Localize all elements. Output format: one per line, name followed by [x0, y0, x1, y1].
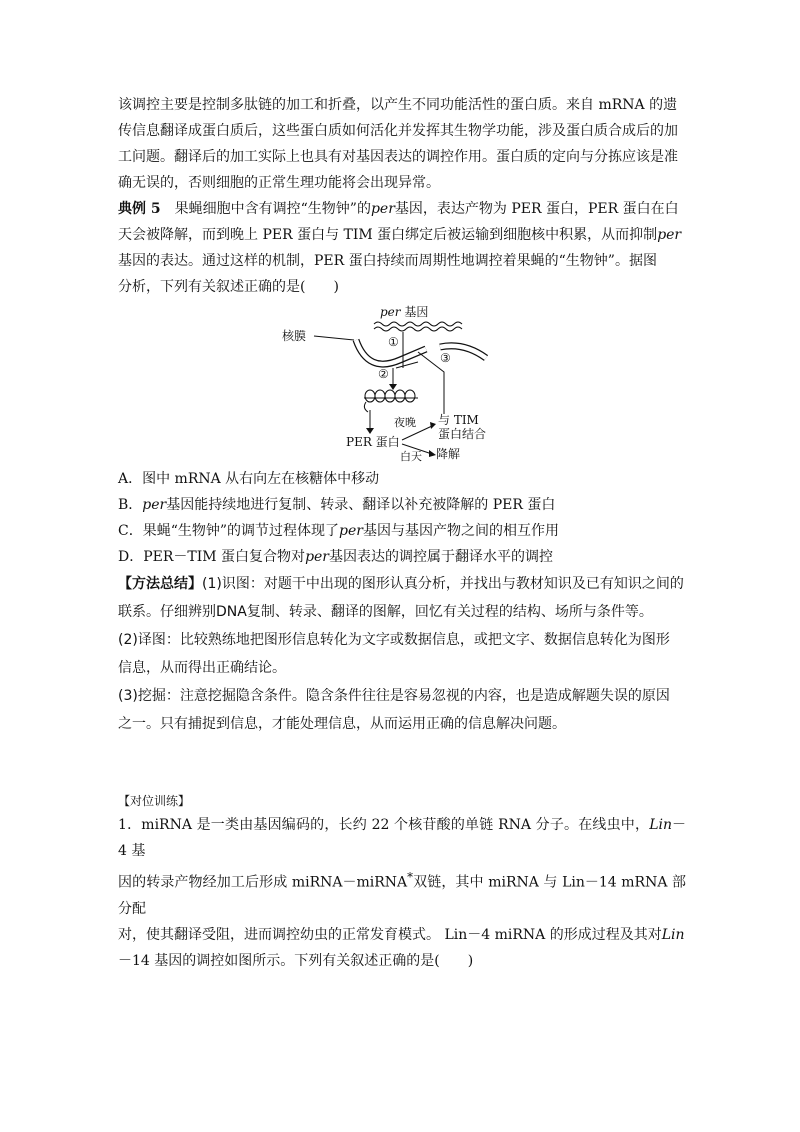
- question-1-line-3: 对，使其翻译受阻，进而调控幼虫的正常发育模式。 Lin－4 miRNA 的形成过程及其对Lin: [118, 926, 685, 943]
- step-3-label: ③: [440, 351, 451, 365]
- method-line-5: (3)挖掘：注意挖掘隐含条件。隐含条件往往是容易忽视的内容，也是造成解题失误的原因: [118, 688, 670, 704]
- intro-line-2: 传信息翻译成蛋白质后，这些蛋白质如何活化并发挥其生物学功能，涉及蛋白质合成后的加: [118, 123, 678, 139]
- day-label: 白天: [400, 450, 422, 462]
- method-line-1: 【方法总结】(1)识图：对题干中出现的图形认真分析，并找出与教材知识及已有知识之间的: [118, 576, 684, 592]
- night-label: 夜晚: [394, 416, 416, 429]
- option-b: B．per基因能持续地进行复制、转录、翻译以补充被降解的 PER 蛋白: [118, 497, 556, 513]
- example-label: 典例 5: [118, 201, 161, 217]
- question-1-line-2: 因的转录产物经加工后形成 miRNA－miRNA*双链，其中 miRNA 与 Lin－14 mRNA 部分配: [118, 870, 686, 917]
- method-line-6: 之一。只有捕捉到信息，才能处理信息，从而运用正确的信息解决问题。: [118, 716, 566, 732]
- question-1-line-1: 1．miRNA 是一类由基因编码的，长约 22 个核苷酸的单链 RNA 分子。在线虫中，Lin－4 基: [118, 817, 686, 859]
- degrade-label: 降解: [436, 447, 461, 461]
- intro-line-3: 工问题。翻译后的加工实际上也具有对基因表达的调控作用。蛋白质的定向与分拣应该是准: [118, 149, 678, 165]
- option-d: D．PER－TIM 蛋白复合物对per基因表达的调控属于翻译水平的调控: [118, 549, 554, 565]
- nuclear-membrane-label: 核膜: [282, 329, 307, 343]
- option-a: A．图中 mRNA 从右向左在核糖体中移动: [118, 471, 380, 487]
- training-heading: 【对位训练】: [118, 794, 191, 808]
- step-1-label: ①: [388, 335, 399, 349]
- dna-strand-bottom: [374, 327, 462, 331]
- step-2-label: ②: [378, 367, 389, 381]
- tim-binding-label-2: 蛋白结合: [438, 427, 487, 441]
- tim-binding-label-1: 与 TIM: [438, 413, 479, 427]
- per-gene-label: per 基因: [380, 305, 429, 319]
- method-line-2: 联系。仔细辨别DNA复制、转录、翻译的图解，回忆有关过程的结构、场所与条件等。: [118, 604, 653, 620]
- method-line-3: (2)译图：比较熟练地把图形信息转化为文字或数据信息，或把文字、数据信息转化为图形: [118, 632, 670, 648]
- document-page: [118, 92, 686, 974]
- intro-line-4: 确无误的，否则细胞的正常生理功能将会出现异常。: [118, 175, 440, 191]
- section-gap: [118, 738, 686, 790]
- per-protein-label: PER 蛋白: [346, 435, 400, 449]
- dna-strand-top: [374, 322, 462, 326]
- question-1-line-4: －14 基因的调控如图所示。下列有关叙述正确的是( ): [118, 952, 474, 969]
- example-line-2: 天会被降解，而到晚上 PER 蛋白与 TIM 蛋白绑定后被运输到细胞核中积累，从而抑制per: [118, 227, 682, 243]
- example-line-4: 分析，下列有关叙述正确的是( ): [118, 279, 339, 295]
- method-line-4: 信息，从而得出正确结论。: [118, 660, 286, 676]
- ribosomes: [365, 390, 415, 402]
- intro-line-1: 该调控主要是控制多肽链的加工和折叠，以产生不同功能活性的蛋白质。来自 mRNA 的遗: [118, 97, 678, 113]
- example-line-1: 典例 5 果蝇细胞中含有调控“生物钟”的per基因，表达产物为 PER 蛋白，PER 蛋白在白: [118, 201, 679, 217]
- example-line-3: 基因的表达。通过这样的机制，PER 蛋白持续而周期性地调控着果蝇的“生物钟”。据图: [118, 253, 657, 269]
- option-c: C．果蝇“生物钟”的调节过程体现了per基因与基因产物之间的相互作用: [118, 523, 559, 539]
- method-heading: 【方法总结】: [118, 576, 202, 592]
- per-gene-diagram: [118, 302, 686, 462]
